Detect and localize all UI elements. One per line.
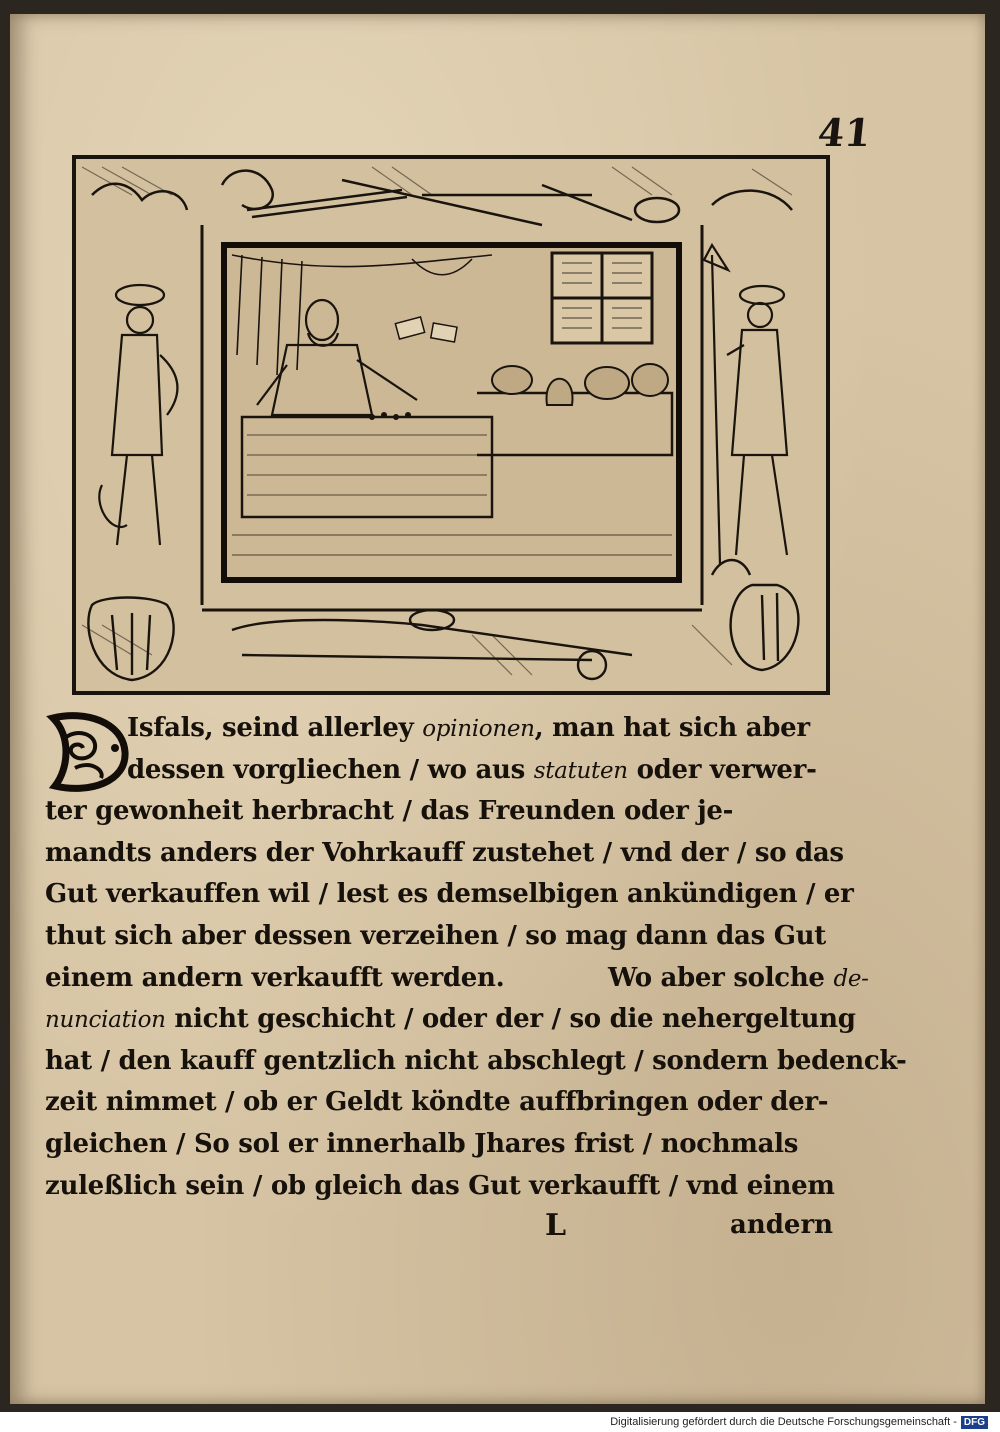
text-line-11: gleichen / So sol er innerhalb Jhares frist / nochmals (45, 1128, 799, 1159)
text-segment: oder verwer- (636, 754, 817, 785)
woodcut-illustration (72, 155, 830, 695)
text-line-3: ter gewonheit herbracht / das Freunden oder je- (45, 796, 734, 827)
text-line-6: thut sich aber dessen verzeihen / so mag dann das Gut (45, 920, 826, 951)
latin-term: nunciation (45, 1007, 166, 1034)
text-line-5: Gut verkauffen wil / lest es demselbigen ankündigen / er (45, 879, 854, 910)
latin-term: opinionen (422, 716, 535, 742)
catchword: andern (730, 1210, 834, 1240)
text-line-10: zeit nimmet / ob er Geldt köndte auffbringen oder der- (45, 1087, 829, 1118)
text-segment: Isfals, seind allerley (127, 713, 414, 743)
dfg-logo-icon: DFG (961, 1416, 988, 1429)
text-line-7 (45, 958, 875, 1000)
latin-term: statuten (533, 757, 628, 784)
catch-row (45, 1208, 875, 1250)
signature-mark: L (545, 1208, 567, 1243)
text-segment: Wo aber solche (607, 962, 825, 993)
text-segment: nicht geschicht / oder der / so die nehergeltung (174, 1004, 856, 1035)
digitization-footer (610, 1414, 988, 1430)
text-line-12: zuleßlich sein / ob gleich das Gut verkaufft / vnd einem (45, 1170, 835, 1201)
decorated-initial-d (45, 708, 133, 796)
text-segment: einem andern verkaufft werden. (45, 962, 505, 993)
text-line-1 (45, 708, 875, 750)
page-number: 41 (815, 110, 874, 155)
footer-credit: Digitalisierung gefördert durch die Deutsche Forschungsgemeinschaft - (610, 1416, 957, 1428)
text-line-9: hat / den kauff gentzlich nicht abschlegt / sondern bedenck- (45, 1045, 907, 1076)
text-line-2 (45, 750, 875, 792)
text-segment: dessen vorgliechen / wo aus (127, 754, 525, 785)
latin-term: de- (833, 965, 869, 992)
text-block (45, 708, 907, 1207)
text-segment: , man hat sich aber (534, 713, 810, 743)
text-line-8 (45, 999, 875, 1041)
text-line-4: mandts anders der Vohrkauff zustehet / vnd der / so das (45, 837, 844, 868)
